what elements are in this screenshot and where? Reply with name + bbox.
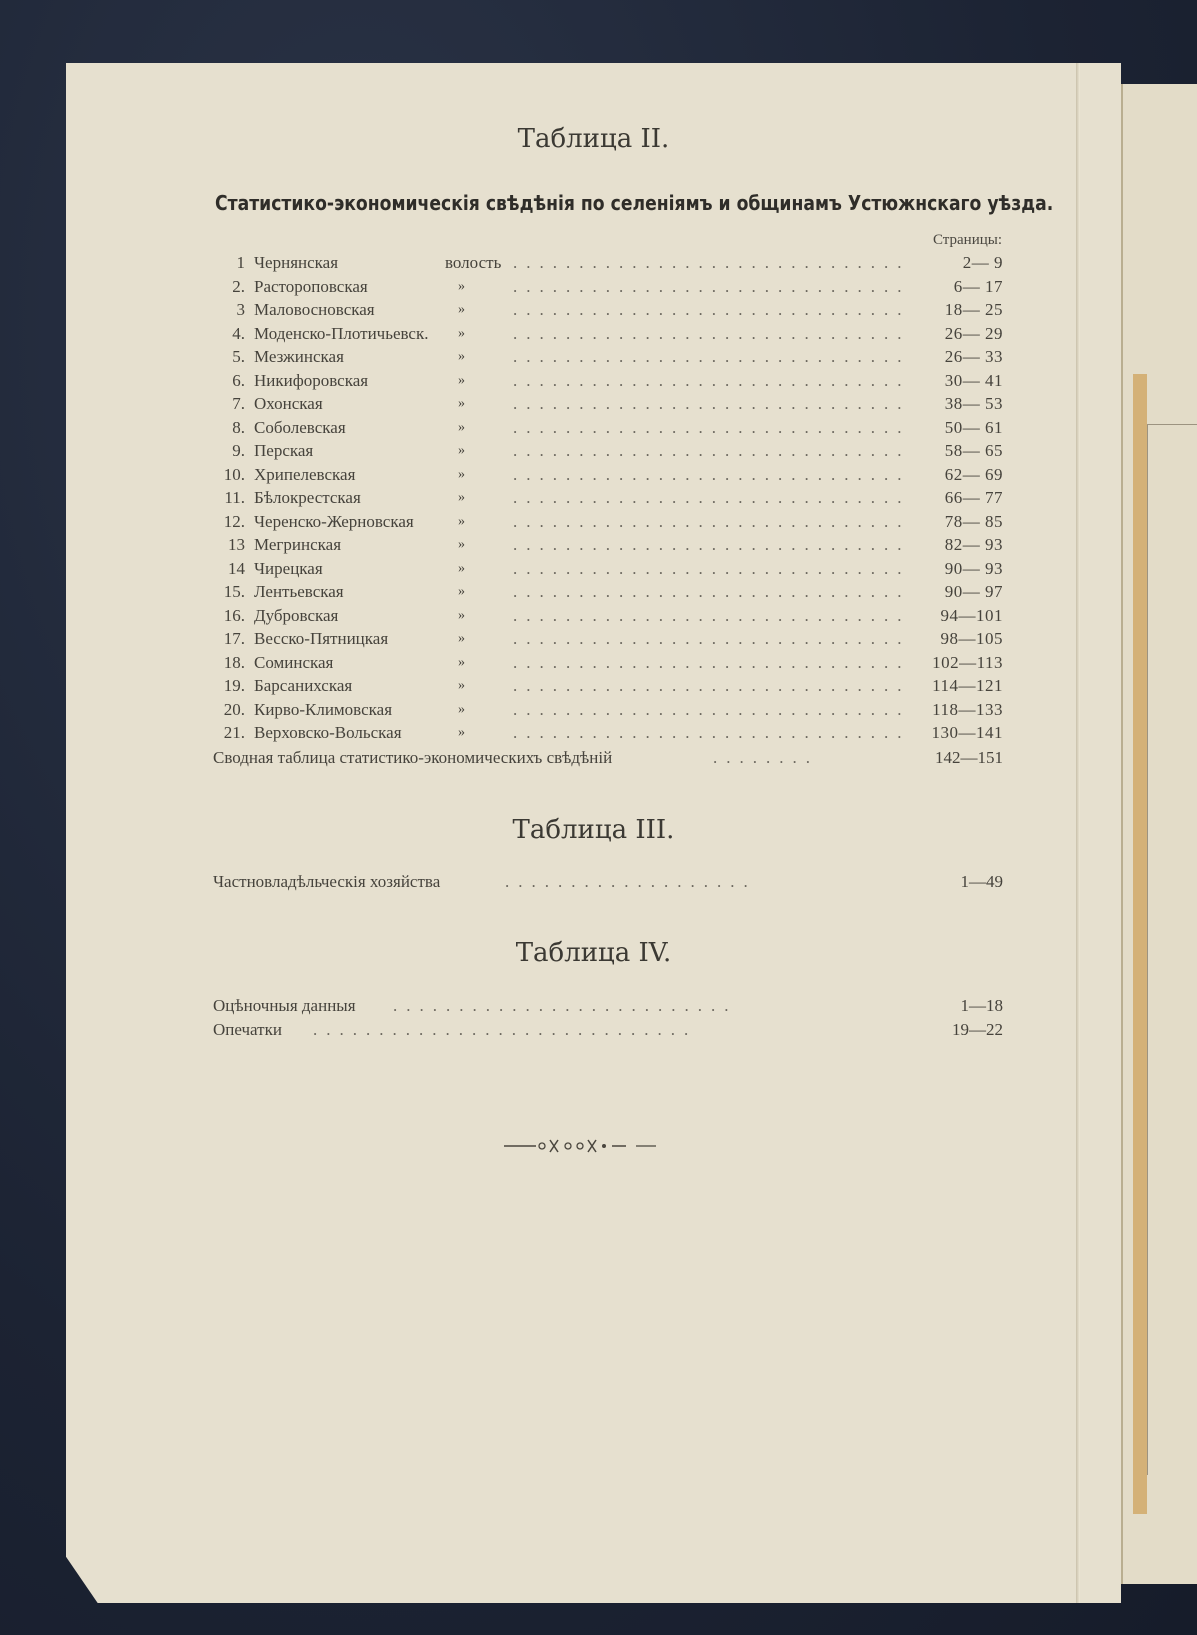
page-range: 130—141 [931,723,1003,742]
leader-dots: .............................. [513,441,911,460]
leader-dots: .............................. [513,370,911,390]
leader-dots: .............................. [513,488,911,507]
table3-heading: Таблица III. [512,815,675,845]
volost-name: Чернянская [254,253,339,272]
leader-dots: .............................. [513,676,911,695]
leader-dots: .............................. [513,699,911,719]
table2-row [213,629,1003,653]
volost-name: Кирво-Климовская [254,699,393,719]
volost-type: » [458,513,465,529]
adjacent-page-strip [1133,374,1147,1514]
table3-row-label: Частновладѣльческія хозяйства [213,872,441,891]
volost-type: » [458,701,465,717]
row-number: 11. [224,488,245,507]
page-range: 114—121 [932,676,1003,695]
page-range: 94—101 [940,605,1003,625]
table2-row [213,676,1003,700]
page-range: 50— 61 [944,417,1003,437]
volost-name: Растороповская [254,276,368,296]
volost-type: » [458,654,465,670]
table2-heading: Таблица II. [517,124,670,154]
leader-dots: .............................. [513,582,911,601]
volost-name: Охонская [254,394,323,413]
leader-dots: .............................. [513,605,911,625]
table4-row-label: Опечатки [213,1020,282,1039]
page-range: 38— 53 [944,394,1003,413]
table2-subtitle: Статистико-экономическія свѣдѣнія по селеніямъ и общинамъ Устюжнскаго уѣзда. [215,191,1054,215]
volost-type: » [458,372,465,388]
row-number: 19. [223,676,245,695]
table2-row [213,277,1003,301]
row-number: 13 [228,535,245,554]
table2-row [213,253,1003,277]
volost-name: Хрипелевская [254,464,356,484]
page-range: 62— 69 [944,464,1003,484]
table2-row [213,418,1003,442]
table4-row-1 [213,996,1003,1020]
leader-dots: .............................. [513,276,911,296]
volost-name: Перская [254,441,314,460]
row-number: 16. [223,605,245,625]
adjacent-page-edge [1121,84,1197,1584]
row-number: 8. [232,417,245,437]
volost-type: » [458,678,465,693]
page-range: 98—105 [940,629,1003,648]
volost-name: Маловосновская [254,300,375,319]
row-number: 17. [223,629,245,648]
table2-row [213,700,1003,724]
leader-dots: .............................. [513,558,911,578]
page-range: 58— 65 [944,441,1003,460]
table2-row [213,465,1003,489]
leader-dots: ........ [713,748,819,767]
leader-dots: .............................. [513,723,911,742]
table4-row-2 [213,1020,1003,1044]
page-range: 26— 33 [944,347,1003,366]
volost-name: Соминская [254,652,334,672]
volost-name: Никифоровская [254,370,369,390]
leader-dots: .............................. [513,535,911,554]
volost-type: волость [445,253,502,272]
leader-dots: .............................. [513,253,911,272]
table4-heading: Таблица IV. [515,938,672,968]
leader-dots: .............................. [513,323,911,343]
volost-name: Черенско-Жерновская [254,511,414,531]
page-range: 90— 97 [944,582,1003,601]
volost-name: Моденско-Плотичьевск. [254,323,429,343]
row-number: 21. [223,723,245,742]
volost-name: Мезжинская [254,347,344,366]
volost-type: » [458,325,465,341]
summary-label: Сводная таблица статистико-экономическихъ свѣдѣній [213,748,613,767]
table4-row-label: Оцѣночныя данныя [213,996,356,1015]
volost-type: » [458,725,465,740]
row-number: 2. [232,276,245,296]
table2-row [213,441,1003,465]
row-number: 9. [232,441,245,460]
leader-dots: .............................. [513,652,911,672]
leader-dots: .......................... [393,996,738,1015]
page-range: 2— 9 [962,253,1003,272]
volost-type: » [458,443,465,458]
page-range: 6— 17 [953,276,1003,296]
page-range: 78— 85 [944,511,1003,531]
row-number: 18. [223,652,245,672]
page-range: 30— 41 [944,370,1003,390]
volost-name: Мегринская [254,535,342,554]
volost-type: » [458,349,465,364]
table2-row [213,371,1003,395]
table4-row-range: 19—22 [952,1020,1003,1039]
page-range: 82— 93 [944,535,1003,554]
table2-row [213,653,1003,677]
volost-name: Барсанихская [254,676,353,695]
volost-name: Дубровская [254,605,339,625]
leader-dots: .............................. [513,417,911,437]
table2-row [213,300,1003,324]
volost-name: Бѣлокрестская [254,488,361,507]
row-number: 12. [223,511,245,531]
row-number: 6. [232,370,245,390]
volost-name: Чирецкая [254,558,323,578]
table3-row [213,872,1003,896]
volost-type: » [458,490,465,505]
volost-type: » [458,466,465,482]
row-number: 5. [232,347,245,366]
table2-row [213,394,1003,418]
row-number: 4. [232,323,245,343]
volost-type: » [458,631,465,646]
volost-type: » [458,584,465,599]
row-number: 1 [236,253,245,272]
page-range: 90— 93 [944,558,1003,578]
pages-column-label: Страницы: [932,232,1002,248]
leader-dots: .............................. [513,464,911,484]
summary-range: 142—151 [935,748,1003,767]
volost-type: » [458,419,465,435]
row-number: 10. [223,464,245,484]
table2-summary-row [213,748,1003,772]
adjacent-page-table-lines [1147,424,1197,1475]
table2-row [213,723,1003,747]
table2-row [213,512,1003,536]
row-number: 15. [223,582,245,601]
table2-row [213,535,1003,559]
table2-row [213,606,1003,630]
table3-row-range: 1—49 [960,872,1003,891]
row-number: 14 [228,558,245,578]
volost-name: Весско-Пятницкая [254,629,389,648]
page-range: 18— 25 [944,300,1003,319]
leader-dots: .............................. [513,300,911,319]
volost-name: Соболевская [254,417,346,437]
table4-row-range: 1—18 [960,996,1003,1015]
volost-type: » [458,560,465,576]
volost-type: » [458,302,465,317]
row-number: 20. [223,699,245,719]
page-range: 118—133 [932,699,1003,719]
table2-row [213,488,1003,512]
volost-name: Верховско-Вольская [254,723,402,742]
table2-row [213,582,1003,606]
table2-row [213,347,1003,371]
row-number: 7. [232,394,245,413]
leader-dots: .............................. [513,511,911,531]
leader-dots: ............................. [313,1020,698,1039]
decorative-ornament-icon [500,1136,660,1156]
page-range: 26— 29 [944,323,1003,343]
volost-type: » [458,607,465,623]
volost-name: Лентьевская [254,582,344,601]
volost-type: » [458,537,465,552]
page-range: 66— 77 [944,488,1003,507]
page-range: 102—113 [932,652,1003,672]
leader-dots: .............................. [513,629,911,648]
volost-type: » [458,396,465,411]
table2-row [213,559,1003,583]
table2-row [213,324,1003,348]
leader-dots: .............................. [513,394,911,413]
leader-dots: ................... [505,872,757,891]
volost-type: » [458,278,465,294]
row-number: 3 [236,300,245,319]
leader-dots: .............................. [513,347,911,366]
